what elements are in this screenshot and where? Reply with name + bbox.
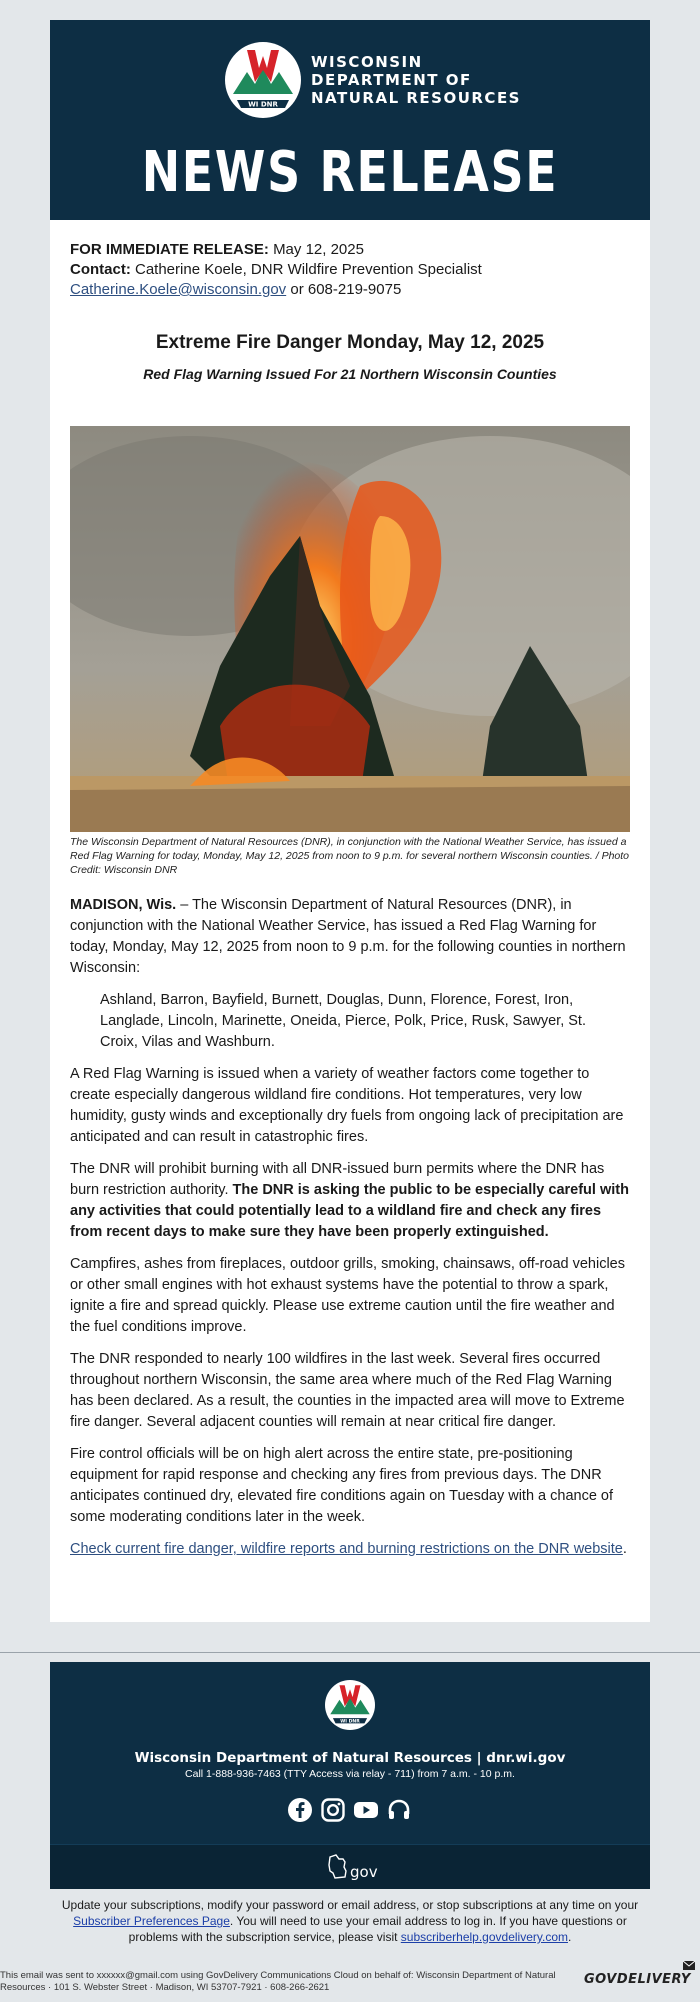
- divider: [0, 1652, 700, 1653]
- subs-text: . You will need to use your email address to log in. If you have questions or problems with the subscription service, please visit: [128, 1914, 627, 1944]
- org-name: [311, 53, 521, 107]
- contact-phone: 608-219-9075: [307, 281, 402, 298]
- subheadline: Red Flag Warning Issued For 21 Northern Wisconsin Counties: [143, 366, 557, 382]
- govdelivery-logo[interactable]: [584, 1972, 691, 1987]
- paragraph: [70, 1159, 630, 1243]
- release-meta: [70, 240, 482, 300]
- footer-phone: Call 1-888-936-7463 (TTY Access via relay - 711) from 7 a.m. - 10 p.m.: [185, 1768, 515, 1780]
- gov-label: gov: [350, 1863, 378, 1881]
- paragraph: [70, 895, 630, 979]
- headline: Extreme Fire Danger Monday, May 12, 2025: [155, 332, 545, 353]
- footer-dnr-logo-icon[interactable]: [325, 1680, 375, 1730]
- paragraph: [70, 1539, 630, 1560]
- footer-org-name: Wisconsin Department of Natural Resources | dnr.wi.gov: [134, 1750, 566, 1766]
- wildfire-photo: [70, 426, 630, 832]
- wisconsin-outline-icon: [327, 1853, 349, 1881]
- paragraph: A Red Flag Warning is issued when a variety of weather factors come together to create especially dangerous wildland fire conditions. Hot temperatures, very low humidity, gusty winds and exceptionally dry fuels from ongoing lack of precipitation are anticipated and can result in catastrophic fires.: [70, 1066, 624, 1145]
- footer-banner: [50, 1662, 650, 1889]
- header-banner: [50, 20, 650, 220]
- photo-caption: The Wisconsin Department of Natural Resources (DNR), in conjunction with the National Weather Service, has issued a Red Flag Warning for today, Monday, May 12, 2025 from noon to 9 p.m. for several northern Wisconsin counties. / Photo Credit: Wisconsin DNR: [70, 836, 630, 876]
- contact-or: or: [290, 281, 304, 298]
- logo-wordmark: WI DNR: [248, 100, 278, 109]
- dateline: MADISON, Wis.: [70, 897, 177, 913]
- subs-text: .: [567, 1930, 572, 1944]
- release-label: FOR IMMEDIATE RELEASE:: [70, 241, 269, 258]
- paragraph: The DNR responded to nearly 100 wildfires in the last week. Several fires occurred throughout northern Wisconsin, the same area where much of the Red Flag Warning has been declared. As a result, the counties in the impacted area will move to Extreme fire danger. Several adjacent counties will remain at near critical fire danger.: [70, 1351, 625, 1430]
- release-body-card: [50, 220, 650, 1622]
- wi-gov-logo[interactable]: [327, 1853, 378, 1881]
- release-text: [70, 895, 630, 1571]
- org-name-line: NATURAL RESOURCES: [311, 89, 521, 107]
- subscriber-help-link[interactable]: subscriberhelp.govdelivery.com: [400, 1930, 568, 1944]
- paragraph: Campfires, ashes from fireplaces, outdoor grills, smoking, chainsaws, off-road vehicles or other small engines with hot exhaust systems have the potential to throw a spark, ignite a fire and spread quickly. Please use extreme caution until the fire weather and the fuel conditions improve.: [70, 1256, 625, 1335]
- paragraph: Fire control officials will be on high alert across the entire state, pre-positioning equipment for rapid response and checking any fires from previous days. The DNR anticipates continued dry, elevated fire conditions again on Tuesday with a chance of some moderating conditions later in the week.: [70, 1446, 614, 1525]
- contact-email-link[interactable]: Catherine.Koele@wisconsin.gov: [70, 281, 287, 298]
- podcast-headphones-icon[interactable]: [386, 1797, 412, 1823]
- youtube-icon[interactable]: [353, 1797, 379, 1823]
- subs-text: Update your subscriptions, modify your password or email address, or stop subscriptions at any time on your: [61, 1898, 639, 1912]
- emphasis-text: The DNR is asking the public to be especially careful with any activities that could potentially lead to a wildland fire and check any fires from recent days to make sure they have been properly extinguished.: [70, 1182, 629, 1240]
- release-date: May 12, 2025: [273, 241, 364, 258]
- govdelivery-wordmark: GOVDELIVERY: [584, 1972, 691, 1987]
- subscriber-preferences-link[interactable]: Subscriber Preferences Page: [73, 1914, 230, 1928]
- envelope-icon: [682, 1960, 696, 1971]
- org-name-line: DEPARTMENT OF: [311, 71, 472, 89]
- social-links: [287, 1797, 412, 1823]
- instagram-icon[interactable]: [320, 1797, 346, 1823]
- paragraph-text: – The Wisconsin Department of Natural Resources (DNR), in conjunction with the National Weather Service, has issued a Red Flag Warning for today, Monday, May 12, 2025 from noon to 9 p.m. for the following counties in northern Wisconsin:: [70, 897, 626, 976]
- subscription-notice: [50, 1897, 650, 1945]
- link-end: .: [622, 1541, 627, 1557]
- page-title: NEWS RELEASE: [141, 140, 559, 205]
- fire-danger-link[interactable]: Check current fire danger, wildfire reports and burning restrictions on the DNR website: [70, 1541, 623, 1557]
- org-name-line: WISCONSIN: [311, 53, 423, 71]
- contact-name: Catherine Koele, DNR Wildfire Prevention Specialist: [135, 261, 482, 278]
- dnr-logo-icon: [225, 42, 301, 118]
- footer-logo-wordmark: WI DNR: [340, 1719, 360, 1725]
- dnr-logo-lockup[interactable]: [225, 42, 521, 118]
- facebook-icon[interactable]: [287, 1797, 313, 1823]
- footer-strip: [50, 1844, 650, 1889]
- contact-label: Contact:: [70, 261, 131, 278]
- county-list: Ashland, Barron, Bayfield, Burnett, Douglas, Dunn, Florence, Forest, Iron, Langlade, Lincoln, Marinette, Oneida, Pierce, Polk, Price, Rusk, Sawyer, St. Croix, Vilas and Washburn.: [100, 992, 586, 1050]
- sent-notice: This email was sent to xxxxxx@gmail.com using GovDelivery Communications Cloud on behalf of: Wisconsin Department of Natural Resources · 101 S. Webster Street · Madison, WI 53707-7921 · 608-266-2621: [0, 1970, 556, 1993]
- paragraph-text: The DNR will prohibit burning with all DNR-issued burn permits where the DNR has burn restriction authority.: [70, 1161, 605, 1198]
